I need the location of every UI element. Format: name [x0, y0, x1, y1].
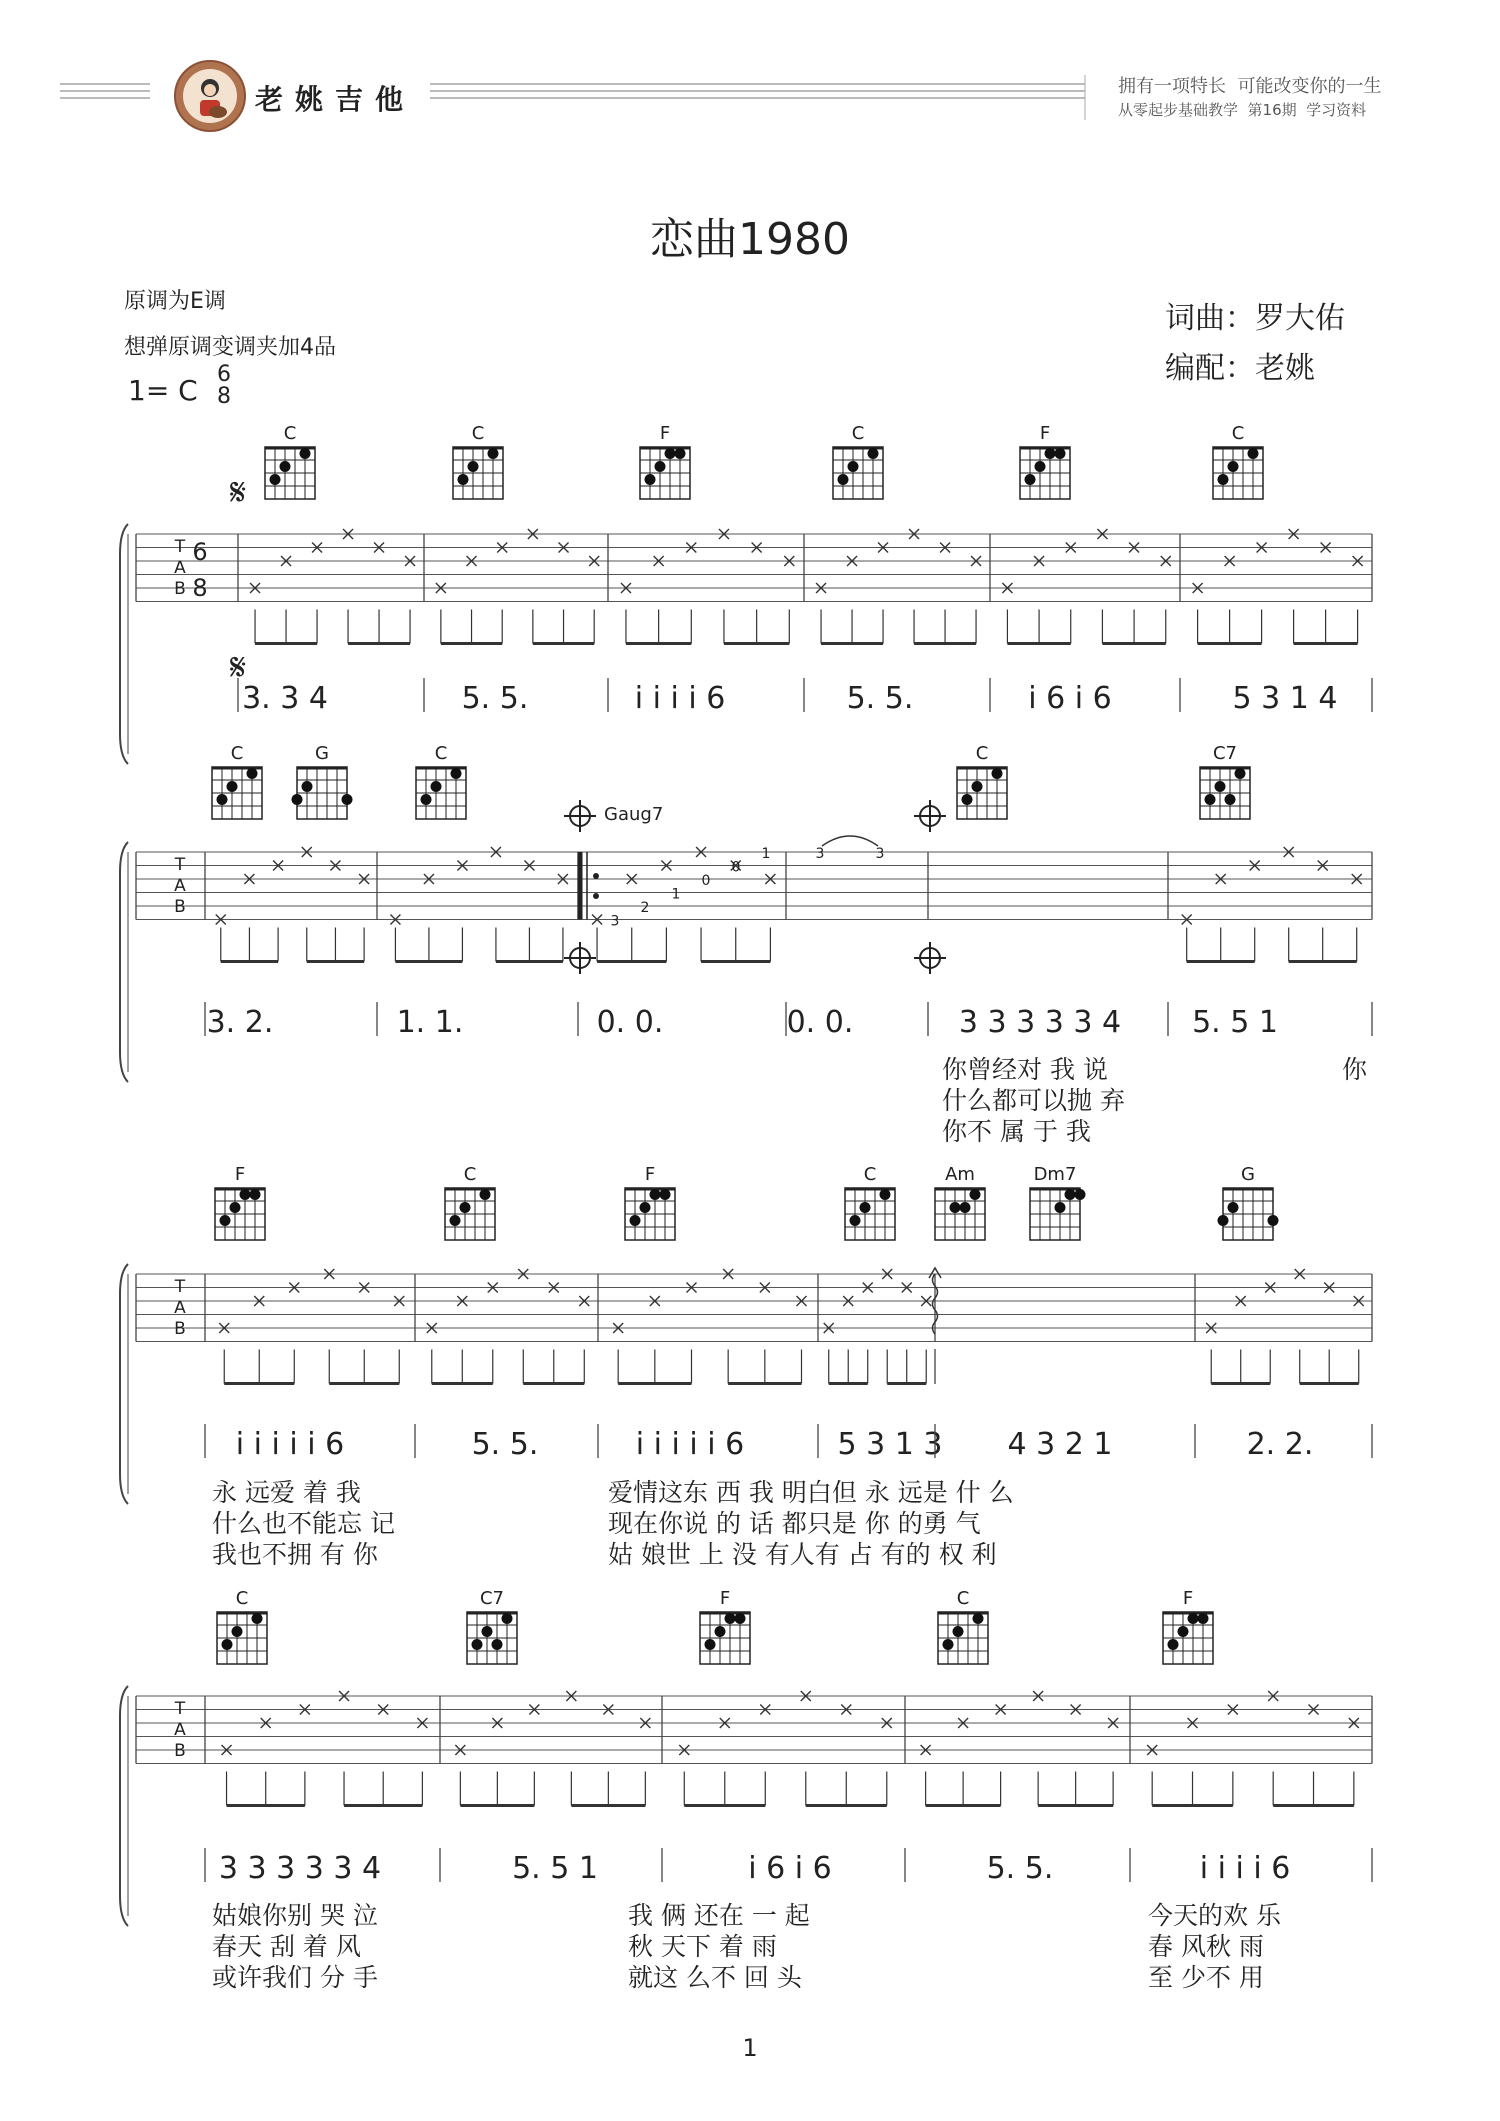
chord-dot	[860, 1202, 871, 1213]
chord-dot	[1045, 448, 1056, 459]
chord-diagram-c	[416, 743, 466, 819]
time-numerator: 6	[217, 362, 231, 387]
brand-name: 老姚吉他	[255, 83, 416, 116]
numbered-notation: 0. 0.	[596, 1005, 664, 1040]
chord-diagram-c7	[467, 1588, 517, 1664]
segno-icon: 𝄋	[229, 470, 247, 514]
arranger-label: 编配：	[1165, 351, 1255, 386]
tab-time-num: 6	[192, 538, 208, 566]
lyric-line: 现在你说 的 话 都只是 你 的勇 气	[608, 1509, 981, 1538]
chord-dot	[300, 448, 311, 459]
arranger: 老姚	[1255, 351, 1315, 386]
chord-dot	[1168, 1639, 1179, 1650]
chord-dot	[342, 794, 353, 805]
chord-dot	[482, 1626, 493, 1637]
lyric-line: 或许我们 分 手	[212, 1963, 378, 1992]
chord-dot	[970, 1189, 981, 1200]
tab-fret-number: 0	[731, 859, 741, 876]
chord-dot	[675, 448, 686, 459]
header-slogan: 拥有一项特长 可能改变你的一生	[1118, 76, 1382, 97]
chord-dot	[962, 794, 973, 805]
chord-dot	[725, 1613, 736, 1624]
gaug7-label: Gaug7	[604, 804, 664, 825]
numbered-notation: 5 3 1 4	[1232, 681, 1338, 716]
lyric-line: 什么都可以抛 弃	[942, 1086, 1125, 1115]
chord-dot	[472, 1639, 483, 1650]
numbered-notation: 3. 3 4	[242, 681, 328, 716]
chord-dot	[630, 1215, 641, 1226]
tab-clef-b: B	[174, 1319, 186, 1339]
chord-dot	[950, 1202, 961, 1213]
chord-dot	[645, 474, 656, 485]
chord-dot	[1218, 474, 1229, 485]
system-brace	[120, 842, 128, 1082]
system-brace	[120, 1686, 128, 1926]
chord-dot	[1055, 448, 1066, 459]
chord-diagram-c	[938, 1588, 988, 1664]
chord-dot	[421, 794, 432, 805]
chord-dot	[1218, 1215, 1229, 1226]
chord-dot	[1055, 1202, 1066, 1213]
repeat-dot	[593, 893, 599, 899]
chord-dot	[227, 781, 238, 792]
chord-dot	[868, 448, 879, 459]
chord-dot	[232, 1626, 243, 1637]
chord-diagram-f	[640, 423, 690, 499]
chord-dot	[460, 1202, 471, 1213]
chord-name: C	[471, 423, 485, 444]
chord-name: G	[315, 743, 329, 764]
page-number: 1	[742, 2034, 758, 2062]
chord-dot	[431, 781, 442, 792]
chord-dot	[1035, 461, 1046, 472]
chord-name: C7	[479, 1588, 505, 1609]
chord-dot	[480, 1189, 491, 1200]
chord-diagram-c	[265, 423, 315, 499]
numbered-notation: i i i i 6	[1199, 1851, 1291, 1886]
chord-name: C	[851, 423, 865, 444]
tab-clef-a: A	[174, 1720, 186, 1740]
chord-diagram-c	[845, 1164, 895, 1240]
chord-name: C	[975, 743, 989, 764]
segno-icon: 𝄋	[229, 645, 247, 689]
chord-dot	[468, 461, 479, 472]
chord-name: F	[234, 1164, 246, 1185]
chord-name: F	[1182, 1588, 1194, 1609]
numbered-notation: i i i i i 6	[635, 1427, 745, 1462]
lyric-line: 我 俩 还在 一 起	[628, 1901, 810, 1930]
numbered-notation: 5. 5.	[461, 681, 529, 716]
chord-dot	[1228, 1202, 1239, 1213]
lyric-line: 至 少不 用	[1148, 1963, 1264, 1992]
chord-dot	[492, 1639, 503, 1650]
numbered-notation: 5. 5 1	[1192, 1005, 1278, 1040]
lyricist-label: 词曲：	[1165, 301, 1255, 336]
chord-dot	[992, 768, 1003, 779]
chord-diagram-g	[1218, 1164, 1279, 1240]
chord-diagram-dm7	[1030, 1164, 1086, 1240]
lyric-line: 你曾经对 我 说	[942, 1055, 1108, 1084]
chord-name: F	[644, 1164, 656, 1185]
chord-dot	[451, 768, 462, 779]
lyric-line: 春 风秋 雨	[1148, 1932, 1264, 1961]
chord-dot	[292, 794, 303, 805]
chord-dot	[280, 461, 291, 472]
lyric-line: 今天的欢 乐	[1148, 1901, 1281, 1930]
chord-dot	[252, 1613, 263, 1624]
chord-dot	[838, 474, 849, 485]
chord-name: G	[1241, 1164, 1255, 1185]
chord-diagram-c7	[1200, 743, 1250, 819]
chord-name: F	[719, 1588, 731, 1609]
chord-dot	[1235, 768, 1246, 779]
chord-dot	[222, 1639, 233, 1650]
system-brace	[120, 524, 128, 764]
chord-dot	[302, 781, 313, 792]
chord-dot	[1215, 781, 1226, 792]
chord-dot	[705, 1639, 716, 1650]
chord-dot	[880, 1189, 891, 1200]
chord-dot	[960, 1202, 971, 1213]
coda-icon	[564, 942, 596, 974]
chord-dot	[655, 461, 666, 472]
chord-diagram-f	[700, 1588, 750, 1664]
chord-dot	[1268, 1215, 1279, 1226]
time-denominator: 8	[217, 384, 231, 409]
numbered-notation: 3 3 3 3 3 4	[958, 1005, 1122, 1040]
numbered-notation: i i i i i 6	[235, 1427, 345, 1462]
tab-clef-t: T	[174, 1277, 186, 1297]
chord-diagram-c	[212, 743, 262, 819]
chord-dot	[1225, 794, 1236, 805]
tab-clef-a: A	[174, 876, 186, 896]
lyric-line: 春天 刮 着 风	[212, 1932, 361, 1961]
chord-dot	[972, 781, 983, 792]
chord-dot	[943, 1639, 954, 1650]
tab-fret-number: 0	[701, 873, 711, 889]
chord-diagram-c	[833, 423, 883, 499]
chord-diagram-g	[292, 743, 353, 819]
coda-icon	[914, 942, 946, 974]
tab-clef-b: B	[174, 897, 186, 917]
chord-dot	[660, 1189, 671, 1200]
chord-dot	[217, 794, 228, 805]
system-brace	[120, 1264, 128, 1504]
tab-fret-number: 1	[671, 886, 681, 903]
chord-dot	[848, 461, 859, 472]
tab-fret-number: 2	[640, 900, 650, 916]
numbered-notation: i i i i 6	[634, 681, 726, 716]
key-signature: 1= C	[128, 374, 198, 407]
lyric-line: 永 远爱 着 我	[212, 1478, 361, 1507]
tab-clef-b: B	[174, 579, 186, 599]
lyric-line: 姑 娘世 上 没 有人有 占 有的 权 利	[608, 1540, 997, 1569]
chord-name: C	[1231, 423, 1245, 444]
chord-name: C	[283, 423, 297, 444]
tab-fret-number: 3	[610, 913, 620, 930]
numbered-notation: 4 3 2 1	[1007, 1427, 1113, 1462]
numbered-notation: 5. 5.	[471, 1427, 539, 1462]
chord-dot	[1075, 1189, 1086, 1200]
lyric-line: 你	[1342, 1055, 1368, 1084]
chord-diagram-c	[957, 743, 1007, 819]
lyric-line: 姑娘你别 哭 泣	[212, 1901, 378, 1930]
chord-dot	[1198, 1613, 1209, 1624]
chord-diagram-f	[1020, 423, 1070, 499]
original-key: 原调为E调	[124, 289, 226, 314]
chord-dot	[230, 1202, 241, 1213]
tab-fret-number: 3	[875, 846, 885, 862]
chord-name: F	[659, 423, 671, 444]
song-title: 恋曲1980	[650, 214, 850, 265]
numbered-notation: 5 3 1 3	[837, 1427, 943, 1462]
lyric-line: 什么也不能忘 记	[212, 1509, 395, 1538]
chord-diagram-c	[1213, 423, 1263, 499]
tab-clef-t: T	[174, 537, 186, 557]
chord-dot	[1228, 461, 1239, 472]
lyric-line: 秋 天下 着 雨	[628, 1932, 777, 1961]
chord-name: C	[434, 743, 448, 764]
chord-dot	[1248, 448, 1259, 459]
numbered-notation: 5. 5.	[846, 681, 914, 716]
chord-dot	[488, 448, 499, 459]
header-subtitle: 从零起步基础教学 第16期 学习资料	[1118, 101, 1367, 119]
chord-name: C	[863, 1164, 877, 1185]
chord-dot	[250, 1189, 261, 1200]
lyric-line: 就这 么不 回 头	[628, 1963, 802, 1992]
chord-name: C	[230, 743, 244, 764]
chord-name: F	[1039, 423, 1051, 444]
chord-dot	[458, 474, 469, 485]
chord-diagram-c	[217, 1588, 267, 1664]
tab-clef-b: B	[174, 1741, 186, 1761]
chord-dot	[1025, 474, 1036, 485]
tab-clef-t: T	[174, 855, 186, 875]
chord-name: Am	[945, 1164, 975, 1185]
chord-dot	[1178, 1626, 1189, 1637]
lyric-line: 你不 属 于 我	[942, 1117, 1091, 1146]
chord-dot	[1188, 1613, 1199, 1624]
chord-dot	[665, 448, 676, 459]
chord-dot	[850, 1215, 861, 1226]
chord-diagram-am	[935, 1164, 985, 1240]
tab-time-den: 8	[192, 574, 208, 602]
chord-dot	[650, 1189, 661, 1200]
repeat-dot	[593, 873, 599, 879]
chord-dot	[640, 1202, 651, 1213]
chord-dot	[953, 1626, 964, 1637]
chord-diagram-c	[453, 423, 503, 499]
chord-diagram-f	[1163, 1588, 1213, 1664]
numbered-notation: 3 3 3 3 3 4	[218, 1851, 382, 1886]
chord-name: Dm7	[1033, 1164, 1077, 1185]
chord-dot	[240, 1189, 251, 1200]
numbered-notation: 1. 1.	[396, 1005, 464, 1040]
tie-arc	[822, 836, 878, 846]
numbered-notation: 2. 2.	[1246, 1427, 1314, 1462]
numbered-notation: 0. 0.	[786, 1005, 854, 1040]
chord-dot	[735, 1613, 746, 1624]
chord-dot	[1065, 1189, 1076, 1200]
chord-name: C	[956, 1588, 970, 1609]
chord-diagram-c	[445, 1164, 495, 1240]
tab-clef-a: A	[174, 1298, 186, 1318]
chord-name: C7	[1212, 743, 1238, 764]
chord-dot	[715, 1626, 726, 1637]
tab-fret-number: 3	[815, 846, 825, 862]
chord-name: C	[235, 1588, 249, 1609]
chord-name: C	[463, 1164, 477, 1185]
chord-dot	[450, 1215, 461, 1226]
lyric-line: 爱情这东 西 我 明白但 永 远是 什 么	[608, 1478, 1014, 1507]
chord-dot	[220, 1215, 231, 1226]
coda-icon	[914, 800, 946, 832]
chord-diagram-f	[625, 1164, 675, 1240]
lyricist: 罗大佑	[1255, 301, 1345, 336]
chord-diagram-f	[215, 1164, 265, 1240]
numbered-notation: 5. 5 1	[512, 1851, 598, 1886]
tab-clef-t: T	[174, 1699, 186, 1719]
tab-clef-a: A	[174, 558, 186, 578]
numbered-notation: i 6 i 6	[748, 1851, 832, 1886]
coda-icon	[564, 800, 596, 832]
capo-note: 想弹原调变调夹加4品	[124, 335, 336, 360]
chord-dot	[973, 1613, 984, 1624]
lyric-line: 我也不拥 有 你	[212, 1540, 378, 1569]
chord-dot	[270, 474, 281, 485]
numbered-notation: 3. 2.	[206, 1005, 274, 1040]
chord-dot	[247, 768, 258, 779]
numbered-notation: i 6 i 6	[1028, 681, 1112, 716]
numbered-notation: 5. 5.	[986, 1851, 1054, 1886]
chord-dot	[1205, 794, 1216, 805]
chord-dot	[502, 1613, 513, 1624]
tab-fret-number: 1	[761, 846, 771, 862]
